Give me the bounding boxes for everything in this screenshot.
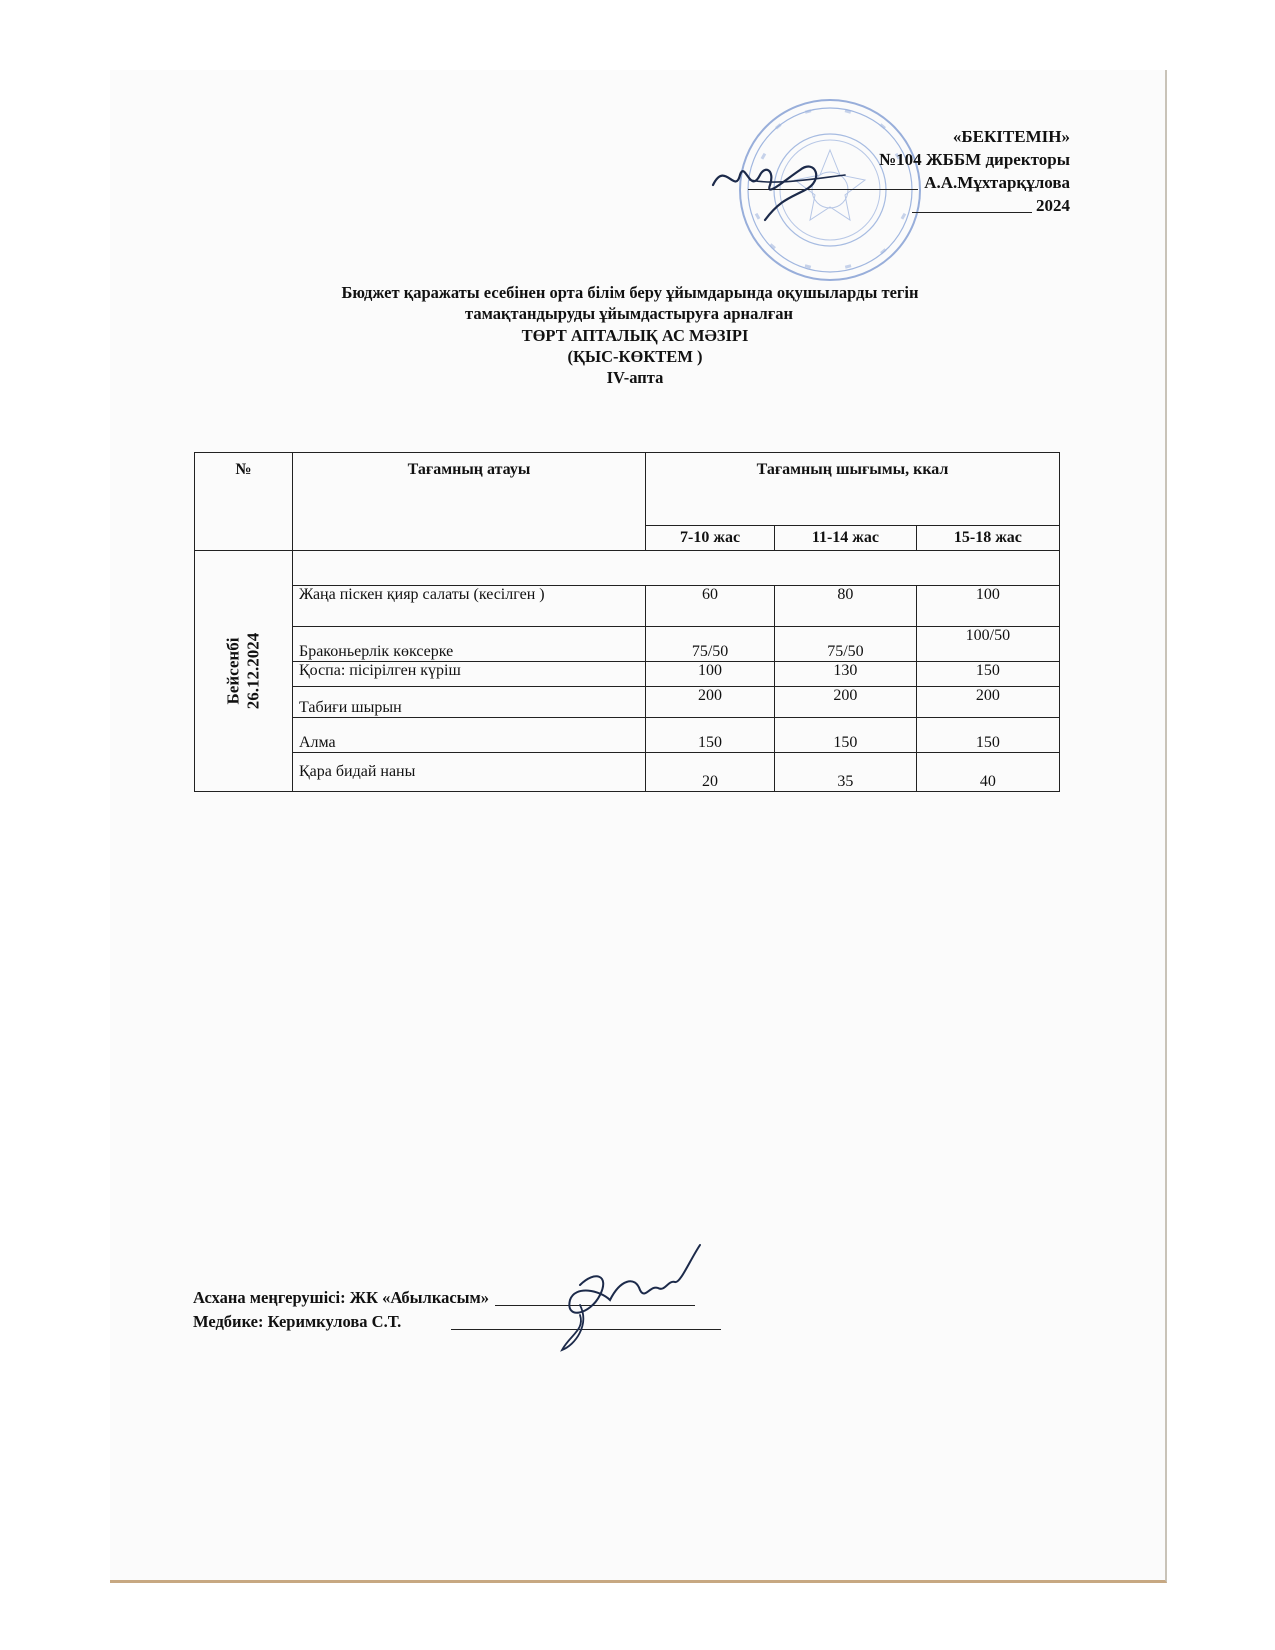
title-line-5: IV-апта [606, 368, 664, 387]
header-age-1: 7-10 жас [646, 526, 775, 551]
dish-name: Жаңа піскен қияр салаты (кесілген ) [293, 586, 646, 627]
day-date: 26.12.2024 [243, 632, 263, 710]
table-row [195, 718, 1060, 753]
canteen-manager: Асхана меңгерушісі: ЖК «Абылкасым» [193, 1288, 490, 1307]
yield-7-10: 60 [646, 586, 775, 627]
dish-name: Браконьерлік көксерке [293, 627, 646, 662]
day-name: Бейсенбі [223, 637, 243, 705]
yield-15-18: 150 [916, 718, 1059, 753]
dish-name: Табиғи шырын [293, 687, 646, 718]
yield-15-18: 40 [916, 753, 1059, 792]
canteen-line [193, 1286, 721, 1310]
yield-11-14: 75/50 [775, 627, 917, 662]
nurse-line [193, 1310, 721, 1334]
dish-name: Алма [293, 718, 646, 753]
approval-heading: «БЕКІТЕМІН» [952, 127, 1070, 146]
dish-name: Қара бидай наны [293, 753, 646, 792]
yield-7-10: 75/50 [646, 627, 775, 662]
day-label [224, 633, 264, 710]
yield-15-18: 200 [916, 687, 1059, 718]
yield-7-10: 150 [646, 718, 775, 753]
approval-name: А.А.Мұхтарқұлова [924, 173, 1070, 192]
approval-block [720, 125, 1070, 217]
table-row [195, 586, 1060, 627]
yield-11-14: 130 [775, 662, 917, 687]
spacer-cell [293, 551, 1060, 586]
yield-7-10: 20 [646, 753, 775, 792]
title-line-1: Бюджет қаражаты есебінен орта білім беру ұйымдарында оқушыларды тегін [341, 283, 919, 302]
document-title [210, 282, 1060, 388]
yield-15-18: 100 [916, 586, 1059, 627]
header-number: № [195, 453, 293, 551]
table-spacer-row [195, 551, 1060, 586]
menu-table [194, 452, 1060, 792]
approval-position: №104 ЖББМ директоры [879, 150, 1070, 169]
title-line-4: (ҚЫС-КӨКТЕМ ) [567, 347, 703, 366]
table-row [195, 753, 1060, 792]
yield-7-10: 100 [646, 662, 775, 687]
header-age-3: 15-18 жас [916, 526, 1059, 551]
header-dish-name: Тағамның атауы [293, 453, 646, 551]
title-line-3: ТӨРТ АПТАЛЫҚ АС МӘЗІРІ [521, 326, 749, 345]
yield-7-10: 200 [646, 687, 775, 718]
canteen-signature-line [495, 1305, 695, 1306]
yield-11-14: 35 [775, 753, 917, 792]
approval-year: 2024 [1036, 196, 1070, 215]
title-line-2: тамақтандыруды ұйымдастыруға арналған [465, 304, 793, 323]
yield-15-18: 150 [916, 662, 1059, 687]
table-row [195, 662, 1060, 687]
approval-date-line [912, 212, 1032, 213]
approval-signature-line [748, 189, 918, 190]
approval-name-line [720, 171, 1070, 194]
yield-15-18: 100/50 [916, 627, 1059, 662]
header-age-2: 11-14 жас [775, 526, 917, 551]
table-header-row [195, 453, 1060, 526]
table-row [195, 627, 1060, 662]
footer-signatures [193, 1286, 721, 1334]
yield-11-14: 80 [775, 586, 917, 627]
nurse: Медбике: Керимкулова С.Т. [193, 1312, 402, 1331]
nurse-signature-line [451, 1329, 721, 1330]
header-yield: Тағамның шығымы, ккал [646, 453, 1060, 526]
yield-11-14: 200 [775, 687, 917, 718]
day-cell [195, 551, 293, 792]
dish-name: Қоспа: пісірілген күріш [293, 662, 646, 687]
table-row [195, 687, 1060, 718]
yield-11-14: 150 [775, 718, 917, 753]
approval-year-line [720, 194, 1070, 217]
